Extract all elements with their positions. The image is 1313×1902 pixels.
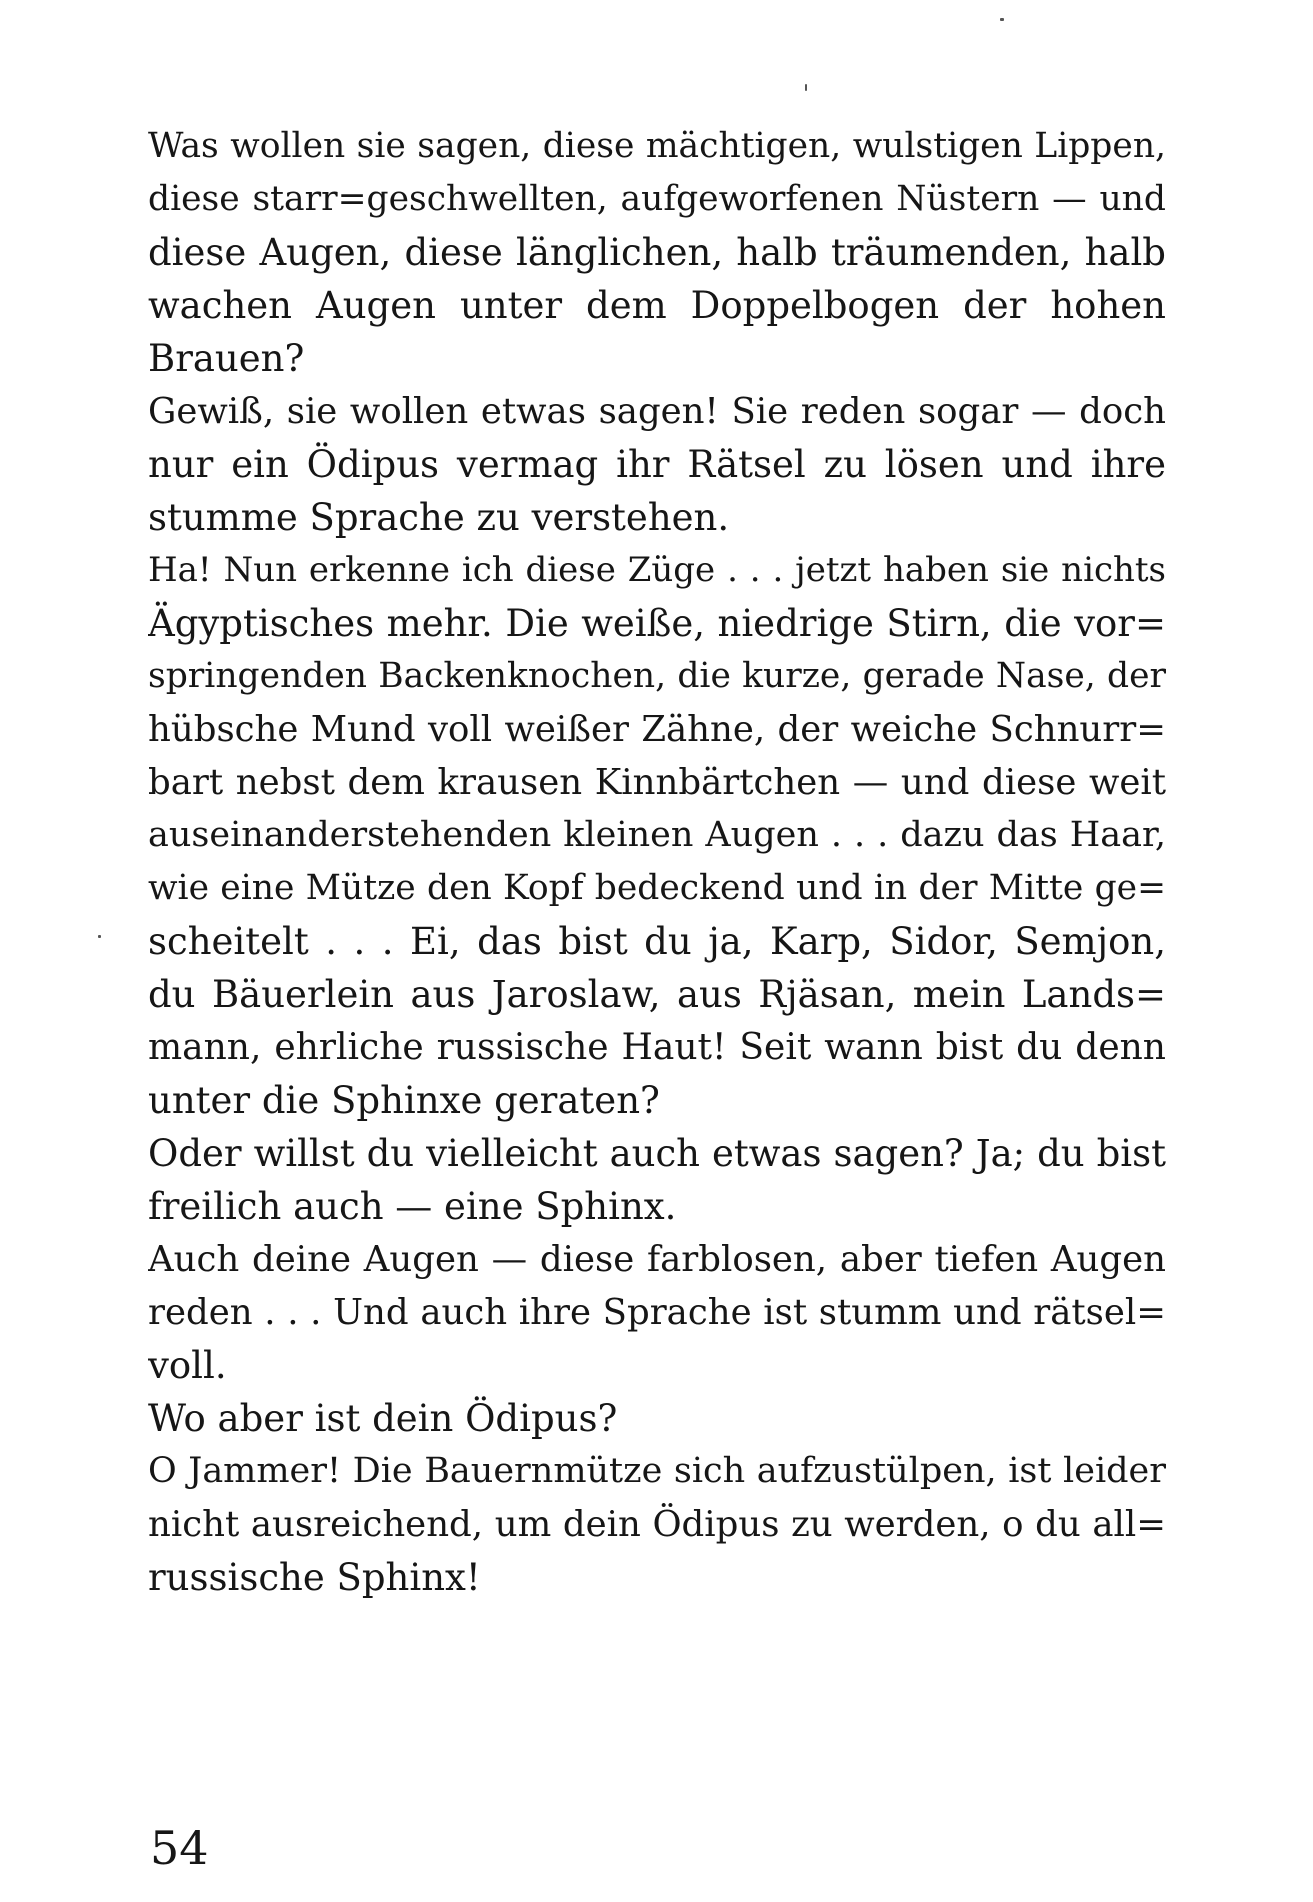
text-line-21: freilich auch — eine Sphinx.: [148, 1185, 677, 1228]
text-line-10: Ägyptisches mehr. Die weiße, niedrige Stirn, die vor=: [148, 602, 1166, 645]
text-line-14: auseinanderstehenden kleinen Augen . . . dazu das Haar,: [148, 815, 1166, 855]
text-line-26: O Jammer! Die Bauernmütze sich aufzustülpen, ist leider: [148, 1451, 1166, 1491]
text-line-8: stumme Sprache zu verstehen.: [148, 496, 730, 539]
text-line-19: unter die Sphinxe geraten?: [148, 1079, 660, 1122]
body-text: [148, 120, 1166, 1604]
text-line-22: Auch deine Augen — diese farblosen, aber tiefen Augen: [148, 1239, 1166, 1280]
text-line-25: Wo aber ist dein Ödipus?: [148, 1397, 618, 1440]
text-line-6: Gewiß, sie wollen etwas sagen! Sie reden sogar — doch: [148, 391, 1166, 432]
print-speck: [1000, 18, 1004, 21]
text-line-16: scheitelt . . . Ei, das bist du ja, Karp, Sidor, Semjon,: [148, 920, 1166, 963]
text-line-17: du Bäuerlein aus Jaroslaw, aus Rjäsan, mein Lands=: [148, 973, 1166, 1016]
print-speck: [805, 84, 807, 91]
text-line-20: Oder willst du vielleicht auch etwas sagen? Ja; du bist: [148, 1132, 1166, 1175]
text-line-5: Brauen?: [148, 337, 305, 380]
text-line-2: diese starr=geschwellten, aufgeworfenen Nüstern — und: [148, 179, 1166, 219]
text-line-4: wachen Augen unter dem Doppelbogen der hohen: [148, 284, 1166, 327]
text-line-1: Was wollen sie sagen, diese mächtigen, wulstigen Lippen,: [148, 126, 1166, 166]
text-line-13: bart nebst dem krausen Kinnbärtchen — und diese weit: [148, 762, 1166, 803]
print-speck: [98, 935, 101, 938]
text-line-9: Ha! Nun erkenne ich diese Züge . . . jetzt haben sie nichts: [148, 550, 1166, 590]
text-line-12: hübsche Mund voll weißer Zähne, der weiche Schnurr=: [148, 709, 1166, 750]
text-line-18: mann, ehrliche russische Haut! Seit wann bist du denn: [148, 1027, 1166, 1068]
text-line-23: reden . . . Und auch ihre Sprache ist stumm und rätsel=: [148, 1292, 1166, 1333]
text-line-15: wie eine Mütze den Kopf bedeckend und in der Mitte ge=: [148, 868, 1166, 908]
text-line-7: nur ein Ödipus vermag ihr Rätsel zu lösen und ihre: [148, 443, 1166, 486]
text-line-28: russische Sphinx!: [148, 1556, 481, 1599]
text-line-11: springenden Backenknochen, die kurze, gerade Nase, der: [148, 656, 1166, 696]
text-line-3: diese Augen, diese länglichen, halb träumenden, halb: [148, 231, 1166, 274]
text-line-27: nicht ausreichend, um dein Ödipus zu werden, o du all=: [148, 1504, 1166, 1545]
text-line-24: voll.: [148, 1344, 227, 1387]
page-number: 54: [150, 1821, 209, 1875]
